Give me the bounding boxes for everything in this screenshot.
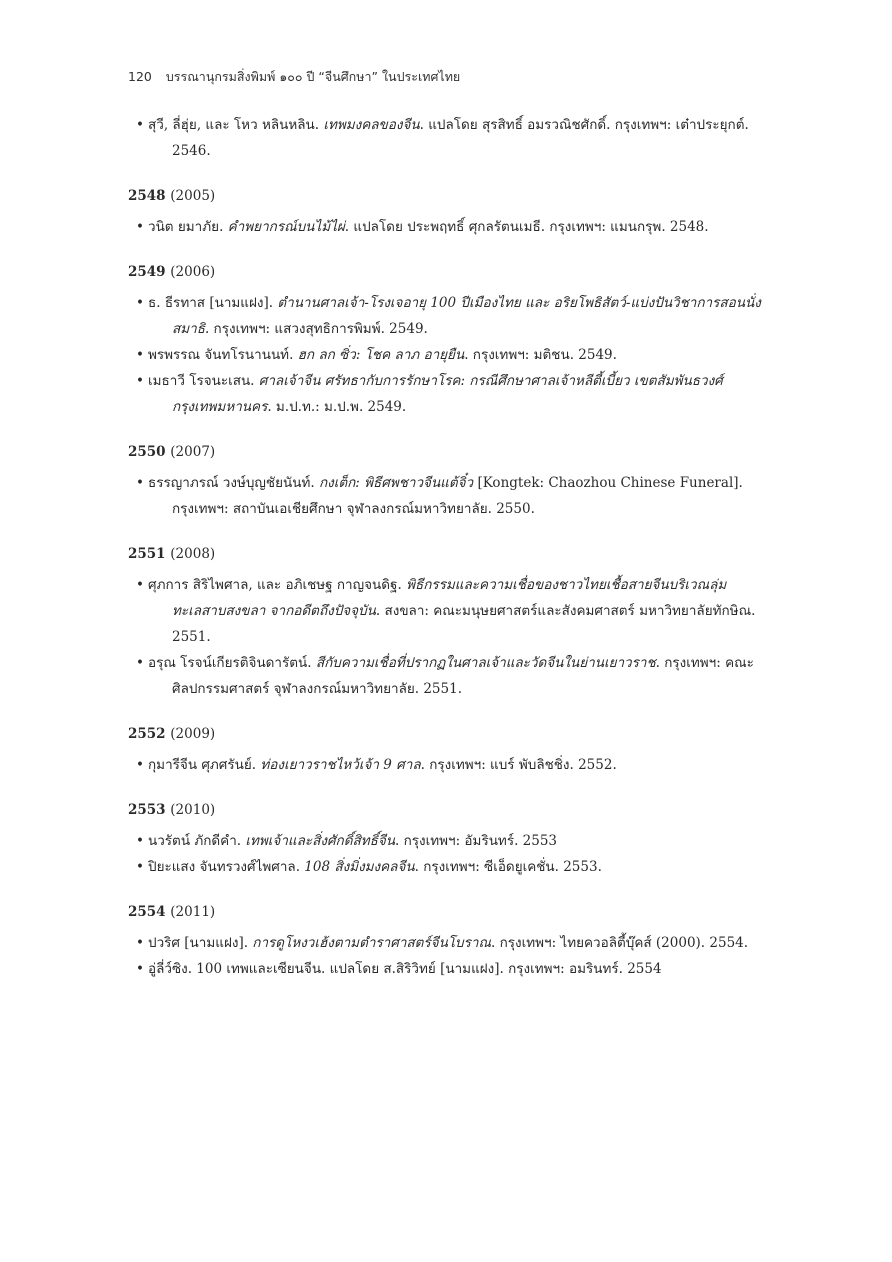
year-heading <box>128 902 773 922</box>
year-heading <box>128 442 773 462</box>
year-heading <box>128 262 773 282</box>
entry-publication: . กรุงเทพฯ: ซีเอ็ดยูเคชั่น. 2553. <box>414 859 602 875</box>
bibliography-content <box>128 112 773 1004</box>
entry-title: เทพเจ้าและสิ่งศักดิ์สิทธิ์จีน <box>245 833 395 849</box>
year-be: 2548 <box>128 188 166 204</box>
bibliography-entry <box>128 214 773 240</box>
year-heading <box>128 800 773 820</box>
entry-author: อรุณ โรจน์เกียรติจินดารัตน์. <box>148 655 316 671</box>
entry-publication: . แปลโดย สุรสิทธิ์ อมรวณิชศักดิ์. กรุงเทพฯ: เต๋าประยุกต์. 2546. <box>172 117 749 159</box>
year-be: 2549 <box>128 264 166 280</box>
entry-list <box>128 930 773 982</box>
entry-publication: . แปลโดย ประพฤทธิ์ ศุกลรัตนเมธี. กรุงเทพฯ: แมนกรุพ. 2548. <box>344 219 709 235</box>
entry-title: พิธีกรรมและความเชื่อของชาวไทยเชื้อสายจีนบริเวณลุ่มทะเลสาบสงขลา จากอดีตถึงปัจจุบัน <box>172 577 727 619</box>
year-section <box>128 442 773 522</box>
entry-title: ฮก ลก ซิ่ว: โชค ลาภ อายุยืน <box>297 347 465 363</box>
entry-author: อู่ลี่ว์ซิง. 100 เทพและเซียนจีน. แปลโดย ส.สิริวิทย์ [นามแฝง]. กรุงเทพฯ: อมรินทร์. 2554 <box>148 961 662 977</box>
bibliography-entry <box>128 290 773 342</box>
entry-title: กงเต็ก: พิธีศพชาวจีนแต้จิ๋ว <box>318 475 474 491</box>
running-title: บรรณานุกรมสิ่งพิมพ์ ๑๐๐ ปี “จีนศึกษา” ในประเทศไทย <box>165 69 461 84</box>
entry-publication: . สงขลา: คณะมนุษยศาสตร์และสังคมศาสตร์ มหาวิทยาลัยทักษิณ. 2551. <box>172 603 756 645</box>
year-sections <box>128 186 773 982</box>
entry-author: นวรัตน์ ภักดีคำ. <box>148 833 246 849</box>
year-be: 2551 <box>128 546 166 562</box>
year-heading <box>128 724 773 744</box>
entry-list <box>128 214 773 240</box>
year-section <box>128 902 773 982</box>
bibliography-entry <box>128 956 773 982</box>
year-ce: (2008) <box>170 546 216 562</box>
entry-author: สุวี, ลี่ฮุ่ย, และ โหว หลินหลิน. <box>148 117 324 133</box>
year-ce: (2006) <box>170 264 216 280</box>
entry-author: เมธาวี โรจนะเสน. <box>148 373 259 389</box>
bibliography-entry <box>128 572 773 650</box>
entry-author: ศุภการ สิริไพศาล, และ อภิเชษฐ กาญจนดิฐ. <box>148 577 407 593</box>
entry-author: ปวริศ [นามแฝง]. <box>148 935 253 951</box>
entry-title: คำพยากรณ์บนไม้ไผ่ <box>227 219 345 235</box>
entry-publication: . กรุงเทพฯ: มติชน. 2549. <box>464 347 617 363</box>
entry-title: 108 สิ่งมิ่งมงคลจีน <box>304 859 415 875</box>
entry-publication: . กรุงเทพฯ: ไทยควอลิตี้บุ๊คส์ (2000). 2554. <box>491 935 749 951</box>
bibliography-entry <box>128 828 773 854</box>
continued-entry-list <box>128 112 773 164</box>
year-heading <box>128 544 773 564</box>
entry-author: วนิต ยมาภัย. <box>148 219 228 235</box>
bibliography-entry <box>128 752 773 778</box>
year-heading <box>128 186 773 206</box>
year-section <box>128 724 773 778</box>
running-header <box>128 67 460 87</box>
entry-title: สีกับความเชื่อที่ปรากฏในศาลเจ้าและวัดจีนในย่านเยาวราช <box>315 655 656 671</box>
year-section <box>128 262 773 420</box>
year-ce: (2007) <box>170 444 216 460</box>
entry-publication: . กรุงเทพฯ: คณะศิลปกรรมศาสตร์ จุฬาลงกรณ์มหาวิทยาลัย. 2551. <box>172 655 754 697</box>
entry-author: ธรรญาภรณ์ วงษ์บุญชัยนันท์. <box>148 475 319 491</box>
entry-author: ปิยะแสง จันทรวงศ์ไพศาล. <box>148 859 305 875</box>
year-ce: (2005) <box>170 188 216 204</box>
year-be: 2554 <box>128 904 166 920</box>
bibliography-entry <box>128 368 773 420</box>
year-ce: (2010) <box>170 802 216 818</box>
year-ce: (2011) <box>170 904 216 920</box>
entry-title: ศาลเจ้าจีน ศรัทธากับการรักษาโรค: กรณีศึกษาศาลเจ้าหลีตี้เบี้ยว เขตสัมพันธวงศ์ กรุงเทพมหานคร <box>172 373 723 415</box>
year-be: 2550 <box>128 444 166 460</box>
entry-list <box>128 828 773 880</box>
continued-section <box>128 112 773 164</box>
entry-title: เทพมงคลของจีน <box>323 117 420 133</box>
entry-author: ธ. ธีรทาส [นามแฝง]. <box>148 295 278 311</box>
bibliography-entry <box>128 470 773 522</box>
entry-publication: . กรุงเทพฯ: แสวงสุทธิการพิมพ์. 2549. <box>204 321 428 337</box>
bibliography-entry <box>128 854 773 880</box>
year-section <box>128 544 773 702</box>
year-section <box>128 186 773 240</box>
year-section <box>128 800 773 880</box>
page-number: 120 <box>128 69 152 84</box>
entry-list <box>128 572 773 702</box>
bibliography-entry <box>128 112 773 164</box>
entry-title: ท่องเยาวราชไหว้เจ้า 9 ศาล <box>260 757 421 773</box>
bibliography-entry <box>128 930 773 956</box>
entry-list <box>128 752 773 778</box>
entry-author: กุมารีจีน ศุภศรันย์. <box>148 757 261 773</box>
year-be: 2553 <box>128 802 166 818</box>
entry-publication: . ม.ป.ท.: ม.ป.พ. 2549. <box>267 399 407 415</box>
entry-list <box>128 470 773 522</box>
entry-publication: . กรุงเทพฯ: อัมรินทร์. 2553 <box>395 833 558 849</box>
entry-publication: [Kongtek: Chaozhou Chinese Funeral]. กรุงเทพฯ: สถาบันเอเชียศึกษา จุฬาลงกรณ์มหาวิทยาลัย. 2550. <box>172 475 743 517</box>
bibliography-entry <box>128 342 773 368</box>
year-ce: (2009) <box>170 726 216 742</box>
entry-author: พรพรรณ จันทโรนานนท์. <box>148 347 298 363</box>
bibliography-entry <box>128 650 773 702</box>
entry-publication: . กรุงเทพฯ: แบร์ พับลิชชิ่ง. 2552. <box>420 757 617 773</box>
entry-list <box>128 290 773 420</box>
year-be: 2552 <box>128 726 166 742</box>
entry-title: ตำนานศาลเจ้า-โรงเจอายุ 100 ปีเมืองไทย และ อริยโพธิสัตว์-แบ่งปันวิชาการสอนนั่งสมาธิ <box>172 295 761 337</box>
entry-title: การดูโหงวเฮ้งตามตำราศาสตร์จีนโบราณ <box>252 935 491 951</box>
